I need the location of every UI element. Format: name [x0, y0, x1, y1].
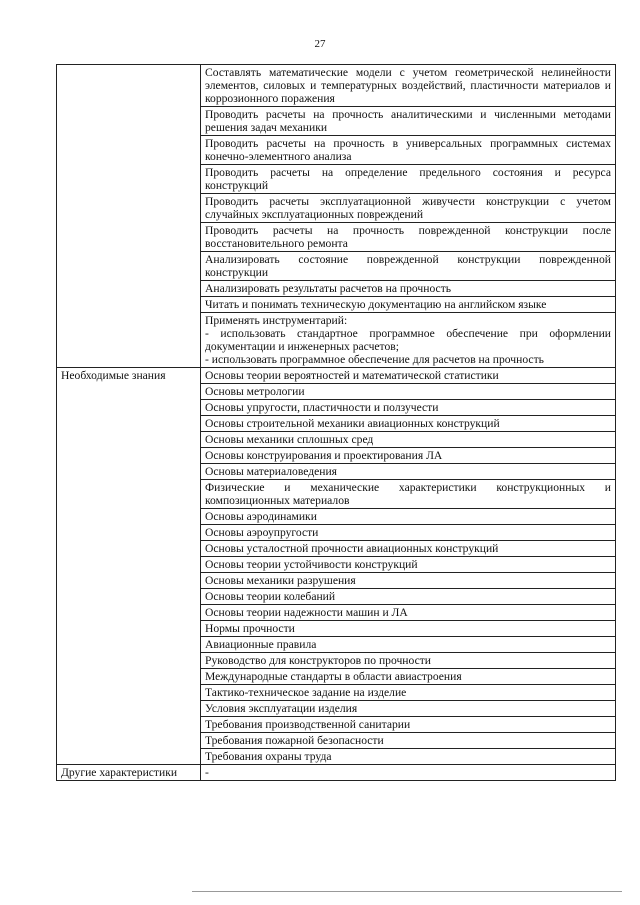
other-value: - [201, 765, 616, 781]
bottom-rule [192, 891, 622, 892]
skill-cell [201, 281, 616, 297]
skill-text: Анализировать состояние поврежденной конструкции поврежденной конструкции [205, 253, 611, 279]
skill-cell [201, 165, 616, 194]
skill-text: Применять инструментарий: [205, 314, 348, 327]
knowledge-cell: Физические и механические характеристики конструкционных и композиционных материалов [201, 480, 616, 509]
skill-text: - использовать программное обеспечение для расчетов на прочность [205, 353, 544, 366]
knowledge-cell: Основы усталостной прочности авиационных конструкций [201, 541, 616, 557]
qualification-table [56, 64, 616, 781]
knowledge-cell: Основы теории надежности машин и ЛА [201, 605, 616, 621]
knowledge-cell: Основы аэроупругости [201, 525, 616, 541]
skill-text: Проводить расчеты на прочность в универсальных программных системах конечно-элементного анализа [205, 137, 611, 163]
skill-text: Составлять математические модели с учетом геометрической нелинейности элементов, силовых и температурных воздействий, пластичности материалов и коррозионного поражения [205, 66, 611, 105]
knowledge-cell: Требования пожарной безопасности [201, 733, 616, 749]
knowledge-cell: Основы аэродинамики [201, 509, 616, 525]
knowledge-cell: Основы конструирования и проектирования ЛА [201, 448, 616, 464]
knowledge-label: Необходимые знания [57, 368, 201, 765]
skill-text: - использовать стандартное программное обеспечение при оформлении документации и инженерных расчетов; [205, 327, 611, 353]
skill-cell [201, 136, 616, 165]
knowledge-cell: Нормы прочности [201, 621, 616, 637]
skill-cell [201, 313, 616, 368]
skill-cell [201, 107, 616, 136]
skills-label-cell [57, 65, 201, 368]
skill-text: Анализировать результаты расчетов на прочность [205, 282, 452, 295]
knowledge-cell: Основы материаловедения [201, 464, 616, 480]
knowledge-cell: Основы теории устойчивости конструкций [201, 557, 616, 573]
skills-row [57, 65, 616, 107]
knowledge-cell: Тактико-техническое задание на изделие [201, 685, 616, 701]
knowledge-cell: Международные стандарты в области авиастроения [201, 669, 616, 685]
knowledge-cell: Основы теории колебаний [201, 589, 616, 605]
knowledge-cell: Авиационные правила [201, 637, 616, 653]
page-number: 27 [314, 38, 326, 50]
knowledge-cell: Требования охраны труда [201, 749, 616, 765]
skill-cell [201, 297, 616, 313]
knowledge-cell: Основы механики сплошных сред [201, 432, 616, 448]
skill-cell [201, 194, 616, 223]
skill-cell [201, 65, 616, 107]
knowledge-cell: Руководство для конструкторов по прочности [201, 653, 616, 669]
skill-cell [201, 252, 616, 281]
skill-cell [201, 223, 616, 252]
knowledge-cell: Основы строительной механики авиационных конструкций [201, 416, 616, 432]
knowledge-cell: Основы механики разрушения [201, 573, 616, 589]
knowledge-cell: Основы упругости, пластичности и ползучести [201, 400, 616, 416]
skill-text: Проводить расчеты эксплуатационной живучести конструкции с учетом случайных эксплуатационных повреждений [205, 195, 611, 221]
skill-text: Проводить расчеты на прочность поврежденной конструкции после восстановительного ремонта [205, 224, 611, 250]
skill-text: Читать и понимать техническую документацию на английском языке [205, 298, 547, 311]
knowledge-row [57, 368, 616, 384]
knowledge-cell: Основы теории вероятностей и математической статистики [201, 368, 616, 384]
knowledge-cell: Требования производственной санитарии [201, 717, 616, 733]
skill-text: Проводить расчеты на определение предельного состояния и ресурса конструкций [205, 166, 611, 192]
skill-text: Проводить расчеты на прочность аналитическими и численными методами решения задач механики [205, 108, 611, 134]
other-row [57, 765, 616, 781]
other-label: Другие характеристики [57, 765, 201, 781]
knowledge-cell: Основы метрологии [201, 384, 616, 400]
knowledge-cell: Условия эксплуатации изделия [201, 701, 616, 717]
